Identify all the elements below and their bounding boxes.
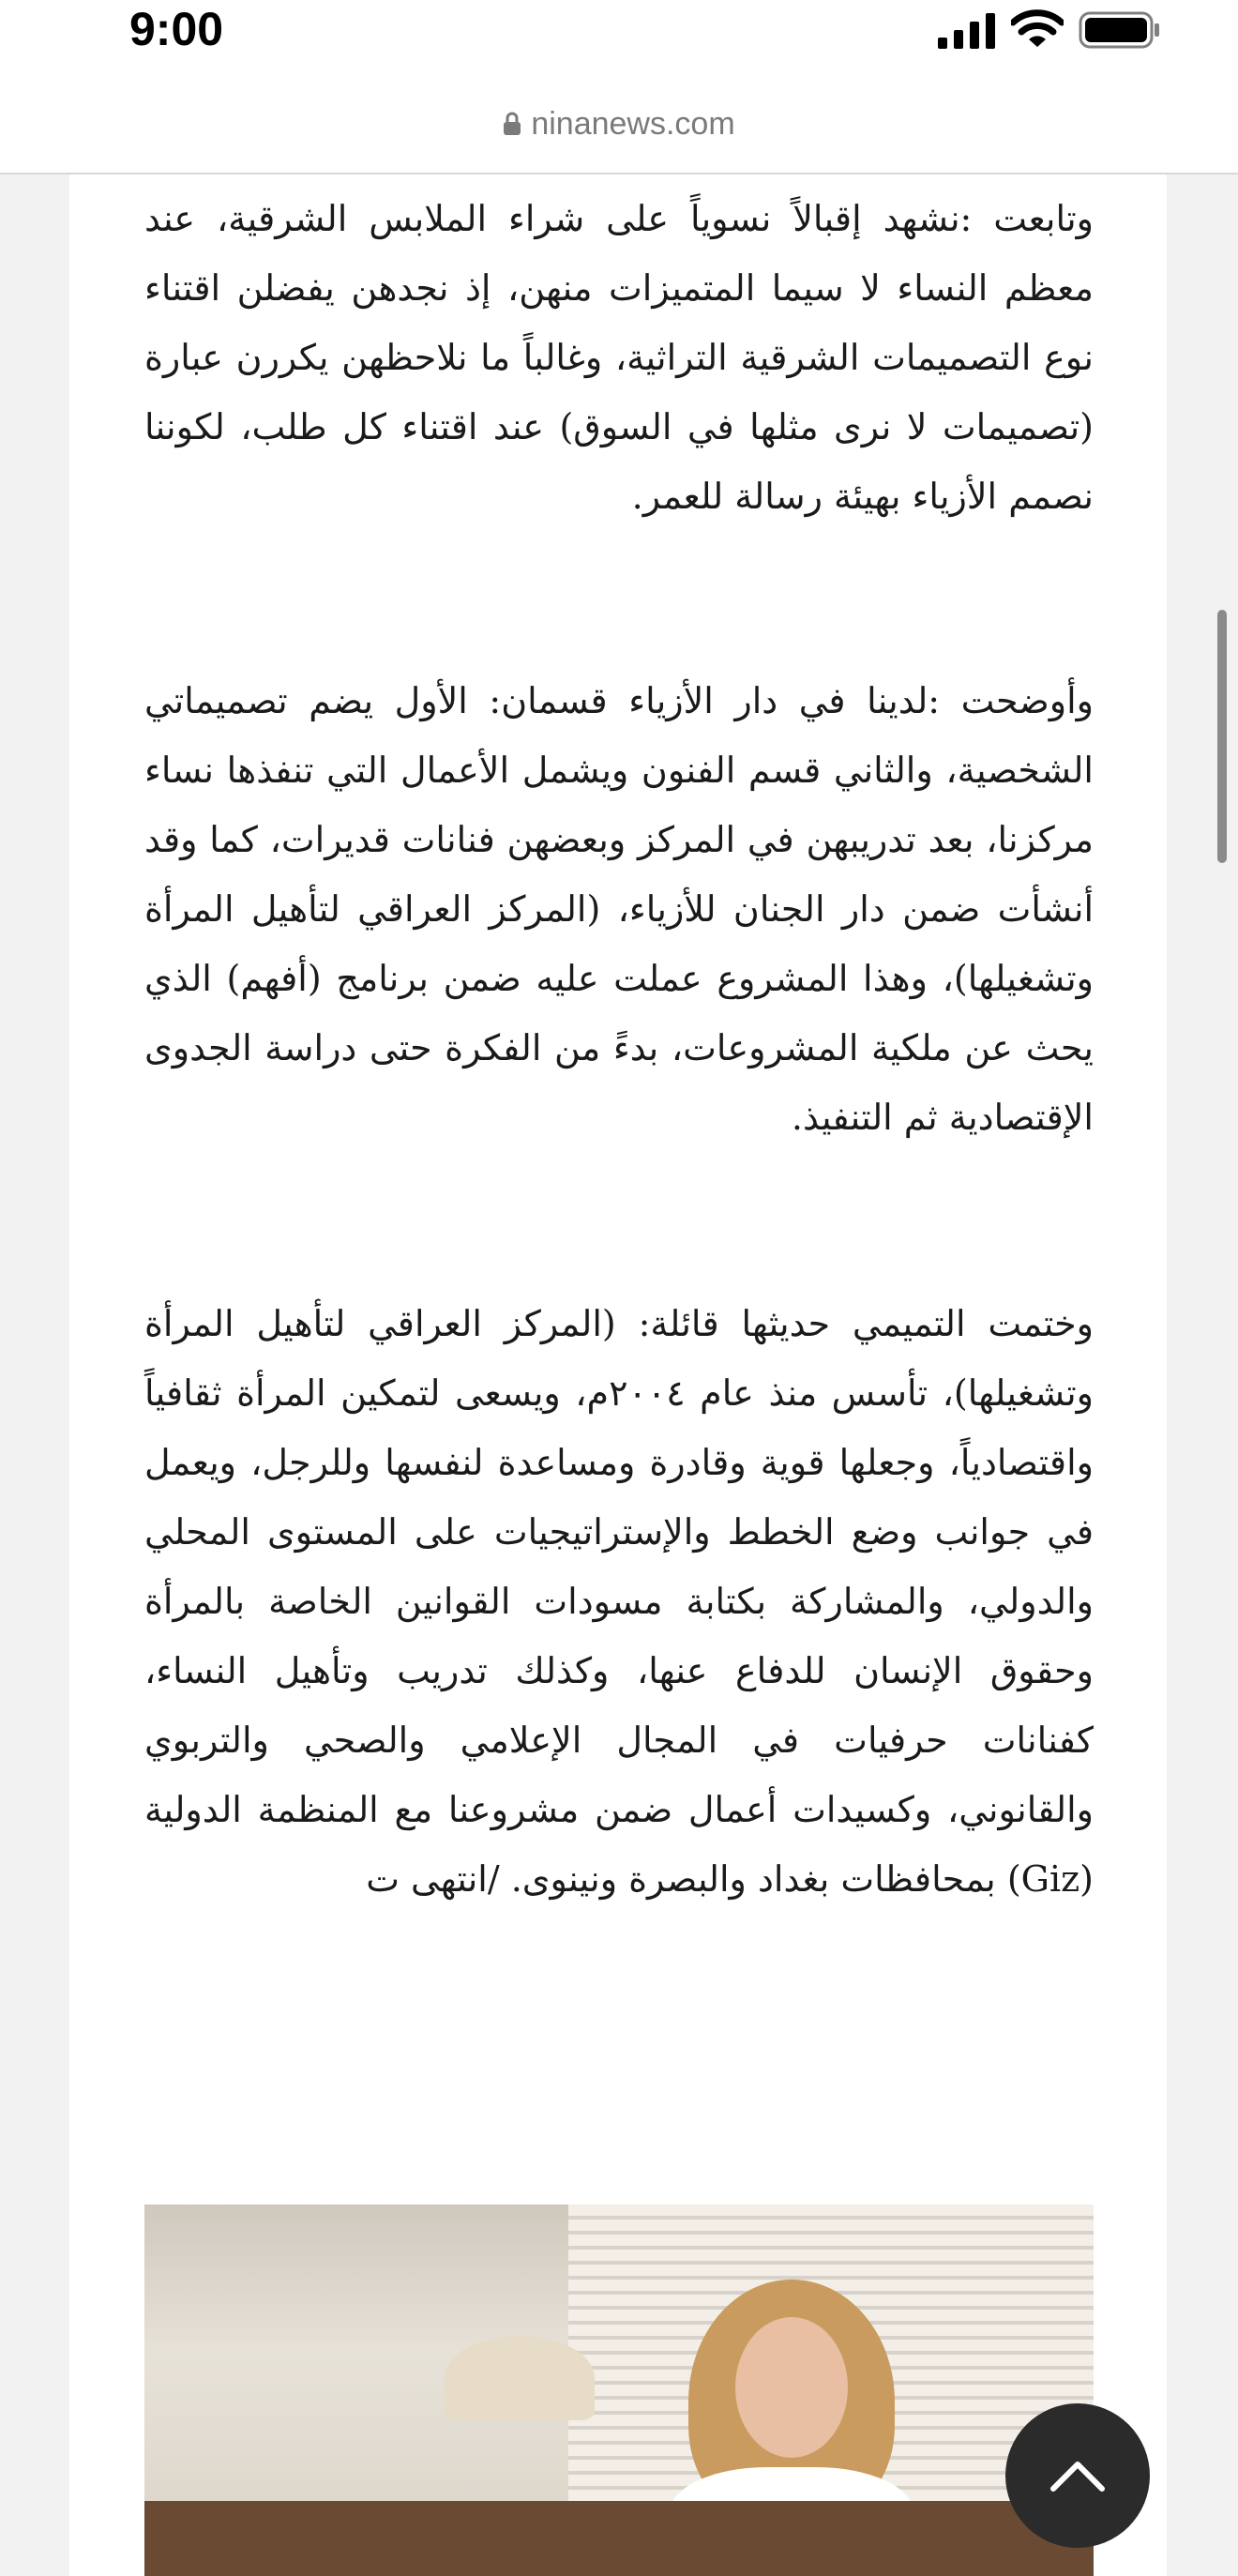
lock-icon xyxy=(503,112,521,136)
status-bar xyxy=(0,0,1238,75)
article-paragraph-1: وتابعت :نشهد إقبالاً نسوياً على شراء الملابس الشرقية، عند معظم النساء لا سيما المتميزات منهن، إذ نجدهن يفضلن اقتناء نوع التصميمات الشرقية التراثية، وغالباً ما نلاحظهن يكررن عبارة (تصميمات لا نرى مثلها في السوق) عند اقتناء كل طلب، لكوننا نصمم الأزياء بهيئة رسالة للعمر. xyxy=(144,198,1094,517)
signal-icon xyxy=(938,13,996,49)
address-bar-content xyxy=(503,106,734,143)
scroll-to-top-button[interactable] xyxy=(1005,2403,1150,2548)
scrollbar[interactable] xyxy=(1217,610,1227,863)
address-bar[interactable] xyxy=(0,75,1238,174)
article-photo xyxy=(144,2205,1094,2576)
article-paragraph-2: وأوضحت :لدينا في دار الأزياء قسمان: الأول يضم تصميماتي الشخصية، والثاني قسم الفنون ويشمل الأعمال التي تنفذها نساء مركزنا، بعد تدريبهن في المركز وبعضهن فنانات قديرات، كما وقد أنشأت ضمن دار الجنان للأزياء، (المركز العراقي لتأهيل المرأة وتشغيلها)، وهذا المشروع عملت عليه ضمن برنامج (أفهم) الذي يحث عن ملكية المشروعات، بدءً من الفكرة حتى دراسة الجدوى الإقتصادية ثم التنفيذ. xyxy=(144,680,1094,1138)
photo-desk xyxy=(144,2501,1094,2576)
status-time: 9:00 xyxy=(129,3,224,55)
battery-icon xyxy=(1079,11,1161,49)
url-text: ninanews.com xyxy=(531,105,735,142)
wifi-icon xyxy=(1011,9,1064,49)
article-paragraph-3: وختمت التميمي حديثها قائلة: (المركز العراقي لتأهيل المرأة وتشغيلها)، تأسس منذ عام ٢٠٠٤م، ويسعى لتمكين المرأة ثقافياً واقتصادياً، وجعلها قوية وقادرة ومساعدة لنفسها وللرجل، ويعمل في جوانب وضع الخطط والإستراتيجيات على المستوى المحلي والدولي، والمشاركة بكتابة مسودات القوانين الخاصة بالمرأة وحقوق الإنسان للدفاع عنها، وكذلك تدريب وتأهيل النساء، كفنانات حرفيات في المجال الإعلامي والصحي والتربوي والقانوني، وكسيدات أعمال ضمن مشروعنا مع المنظمة الدولية (Giz) بمحافظات بغداد والبصرة ونينوى. /انتهى ت xyxy=(144,1303,1094,1900)
chevron-up-icon xyxy=(1049,2459,1106,2493)
photo-lamp xyxy=(445,2336,595,2420)
